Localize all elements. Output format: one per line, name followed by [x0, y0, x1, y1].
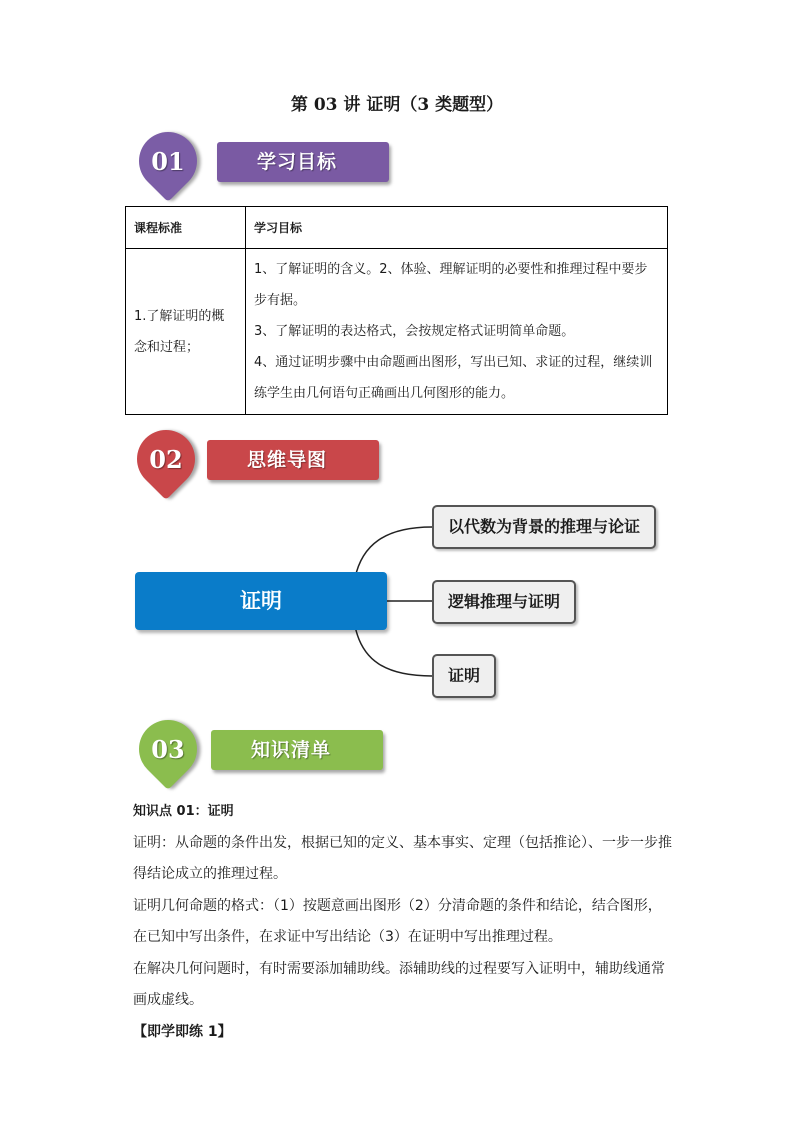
section-number: 03: [151, 735, 185, 764]
practice-heading: 【即学即练 1】: [133, 1023, 232, 1040]
goal-item: 4、通过证明步骤中由命题画出图形，写出已知、求证的过程，继续训练学生由几何语句正确画出几何图形的能力。: [254, 355, 653, 401]
goal-item: 3、了解证明的表达格式，会按规定格式证明简单命题。: [254, 324, 575, 339]
table-cell-standard: 1.了解证明的概念和过程；: [126, 249, 246, 415]
goal-item: 1、了解证明的含义。2、体验、理解证明的必要性和推理过程中要步步有据。: [254, 262, 648, 308]
section-header-knowledge: [139, 720, 399, 784]
knowledge-paragraph: 证明几何命题的格式：（1）按题意画出图形（2）分清命题的条件和结论，结合图形，在已知中写出条件，在求证中写出结论（3）在证明中写出推理过程。: [133, 897, 662, 945]
section-number: 02: [149, 445, 183, 474]
mindmap-branch-node: 以代数为背景的推理与论证: [432, 505, 656, 549]
section-banner: 学习目标: [217, 142, 389, 182]
section-banner: 思维导图: [207, 440, 379, 480]
knowledge-point-title: 知识点 01：证明: [133, 804, 234, 819]
knowledge-paragraph: 证明：从命题的条件出发，根据已知的定义、基本事实、定理（包括推论）、一步一步推得结论成立的推理过程。: [133, 834, 672, 882]
knowledge-content: [133, 796, 673, 1048]
table-header: 课程标准: [126, 207, 246, 249]
knowledge-paragraph: 在解决几何问题时，有时需要添加辅助线。添辅助线的过程要写入证明中，辅助线通常画成虚线。: [133, 960, 665, 1008]
table-header: 学习目标: [246, 207, 668, 249]
mindmap-center-node: 证明: [135, 572, 387, 630]
section-number: 01: [151, 147, 185, 176]
page-title: 第 03 讲 证明（3 类题型）: [290, 95, 504, 115]
section-banner: 知识清单: [211, 730, 383, 770]
mindmap-branch-node: 证明: [432, 654, 496, 698]
mindmap-branch-node: 逻辑推理与证明: [432, 580, 576, 624]
